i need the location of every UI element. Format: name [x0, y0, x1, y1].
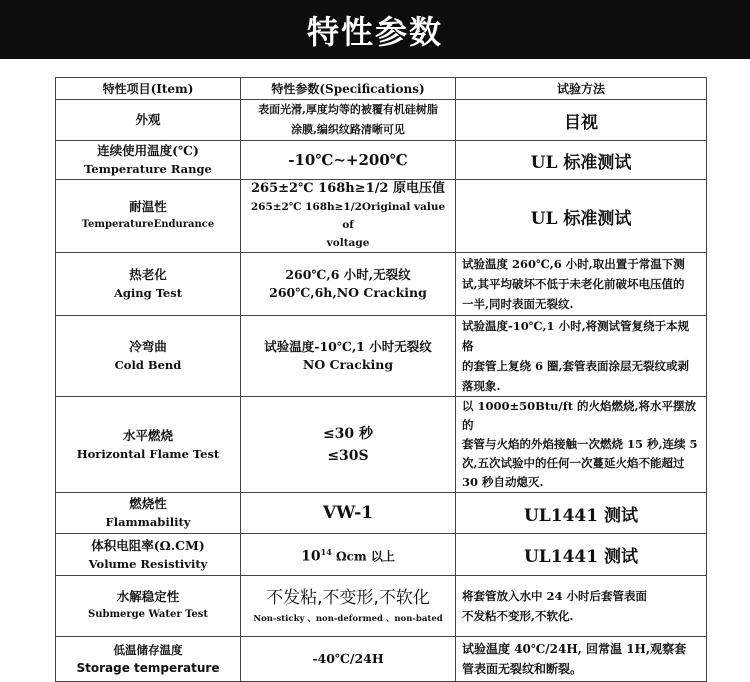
method-cell: [456, 637, 707, 682]
item-name-zh: 低温储存温度: [113, 643, 183, 657]
method-cell: UL1441 测试: [456, 534, 707, 576]
spec-line: VW-1: [322, 503, 374, 523]
item-name-zh: 体积电阻率(Ω.CM): [91, 537, 205, 553]
spec-cell: [241, 637, 456, 682]
method-line: 以 1000±50Btu/ft 的火焰燃烧,将水平摆放的: [462, 399, 697, 432]
item-name-en: Volume Resistivity: [88, 556, 208, 571]
spec-line: NO Cracking: [302, 357, 394, 372]
spec-cell: [241, 397, 456, 493]
spec-line: -40℃/24H: [312, 651, 384, 666]
method-line: 试,其平均破坏不低于未老化前破坏电压值的: [462, 277, 685, 291]
item-name-en: Temperature Range: [84, 162, 212, 176]
item-name-zh: 燃烧性: [129, 496, 167, 511]
spec-line: 涂膜,编织纹路清晰可见: [291, 123, 405, 136]
spec-cell: [241, 141, 456, 180]
item-name-en: Horizontal Flame Test: [76, 446, 220, 461]
method-cell: 目视: [456, 100, 707, 141]
item-name-zh: 冷弯曲: [129, 339, 167, 354]
item-cell: [56, 253, 241, 316]
method-line: 套管与火焰的外焰接触一次燃烧 15 秒,连续 5: [462, 437, 698, 451]
header-test-method: 试验方法: [456, 78, 707, 100]
method-cell: UL 标准测试: [456, 141, 707, 180]
table-row-aging-test: [56, 253, 707, 316]
spec-line: 265±2℃ 168h≥1/2Original value of: [250, 201, 446, 231]
spec-cell: [241, 493, 456, 534]
spec-line: 试验温度-10℃,1 小时无裂纹: [264, 339, 432, 354]
method-line: 不发粘不变形,不软化.: [462, 609, 574, 623]
spec-line: voltage: [326, 237, 370, 249]
spec-line: ≤30S: [327, 447, 369, 464]
spec-line: 表面光滑,厚度均等的被覆有机硅树脂: [258, 103, 438, 116]
table-header-row: [56, 78, 707, 100]
item-name-zh: 水平燃烧: [122, 427, 173, 443]
spec-line: [247, 543, 449, 566]
table-row-appearance: [56, 100, 707, 141]
method-line: 落现象.: [462, 379, 501, 393]
item-cell: [56, 141, 241, 180]
method-cell: [456, 316, 707, 397]
table-row-volume-resistivity: [56, 534, 707, 576]
item-name-zh: 外观: [135, 112, 161, 127]
table-row-horizontal-flame: [56, 397, 707, 493]
method-cell: UL 标准测试: [456, 180, 707, 253]
method-line: 30 秒自动熄灭.: [462, 475, 544, 489]
item-name-en: Aging Test: [113, 286, 183, 300]
spec-line: 不发粘,不变形,不软化: [266, 588, 430, 608]
item-name-zh: 连续使用温度(℃): [97, 143, 199, 158]
item-cell: [56, 397, 241, 493]
spec-table: [55, 77, 707, 682]
item-name-en: Cold Bend: [114, 358, 182, 372]
item-name-en: Flammability: [105, 515, 191, 529]
header-item: 特性项目(Item): [56, 78, 241, 100]
spec-cell: [241, 100, 456, 141]
method-line: 次,五次试验中的任何一次蔓延火焰不能超过: [462, 456, 685, 470]
method-line: 将套管放入水中 24 小时后套管表面: [462, 589, 648, 603]
table-row-cold-bend: [56, 316, 707, 397]
item-name-en: TemperatureEndurance: [81, 219, 215, 230]
method-line: 的套管上复绕 6 圈,套管表面涂层无裂纹或剥: [462, 359, 690, 373]
item-cell: [56, 576, 241, 637]
method-line: 一半,同时表面无裂纹.: [462, 297, 574, 311]
table-row-temperature-range: [56, 141, 707, 180]
item-name-en: Storage temperature: [76, 661, 220, 675]
item-name-en: Submerge Water Test: [87, 609, 208, 620]
spec-line: 260℃,6 小时,无裂纹: [285, 267, 411, 282]
spec-base: 10: [301, 548, 321, 565]
spec-cell: [241, 576, 456, 637]
spec-line: 265±2℃ 168h≥1/2 原电压值: [250, 181, 446, 196]
method-line: 管表面无裂纹和断裂。: [462, 662, 583, 676]
method-line: 试验温度 260℃,6 小时,取出置于常温下测: [462, 257, 685, 271]
spec-line: ≤30 秒: [322, 425, 374, 442]
header-specifications: 特性参数(Specifications): [241, 78, 456, 100]
spec-line: 260℃,6h,NO Cracking: [269, 285, 427, 300]
item-name-zh: 耐温性: [129, 199, 167, 214]
method-cell: [456, 576, 707, 637]
method-line: 试验温度-10℃,1 小时,将测试管复绕于本规格: [462, 319, 690, 353]
method-line: 试验温度 40℃/24H, 回常温 1H,观察套: [462, 642, 687, 656]
spec-cell: [241, 180, 456, 253]
spec-unit: Ωcm 以上: [331, 549, 395, 564]
table-row-flammability: [56, 493, 707, 534]
item-cell: [56, 100, 241, 141]
table-row-submerge-water: [56, 576, 707, 637]
item-cell: [56, 316, 241, 397]
spec-exponent: 14: [320, 547, 332, 558]
table-row-temperature-endurance: [56, 180, 707, 253]
method-cell: UL1441 测试: [456, 493, 707, 534]
method-cell: [456, 397, 707, 493]
item-cell: [56, 493, 241, 534]
page-title: 特性参数: [306, 12, 443, 51]
spec-cell: [241, 534, 456, 576]
spec-cell: [241, 316, 456, 397]
item-cell: [56, 637, 241, 682]
item-name-zh: 热老化: [129, 267, 167, 282]
item-name-zh: 水解稳定性: [116, 589, 180, 604]
method-cell: [456, 253, 707, 316]
spec-line: Non-sticky 、non-deformed 、non-bated: [253, 614, 443, 624]
spec-line: -10℃~+200℃: [288, 151, 408, 169]
item-cell: [56, 180, 241, 253]
item-cell: [56, 534, 241, 576]
spec-cell: [241, 253, 456, 316]
table-row-storage-temperature: [56, 637, 707, 682]
page-title-banner: [0, 0, 750, 59]
